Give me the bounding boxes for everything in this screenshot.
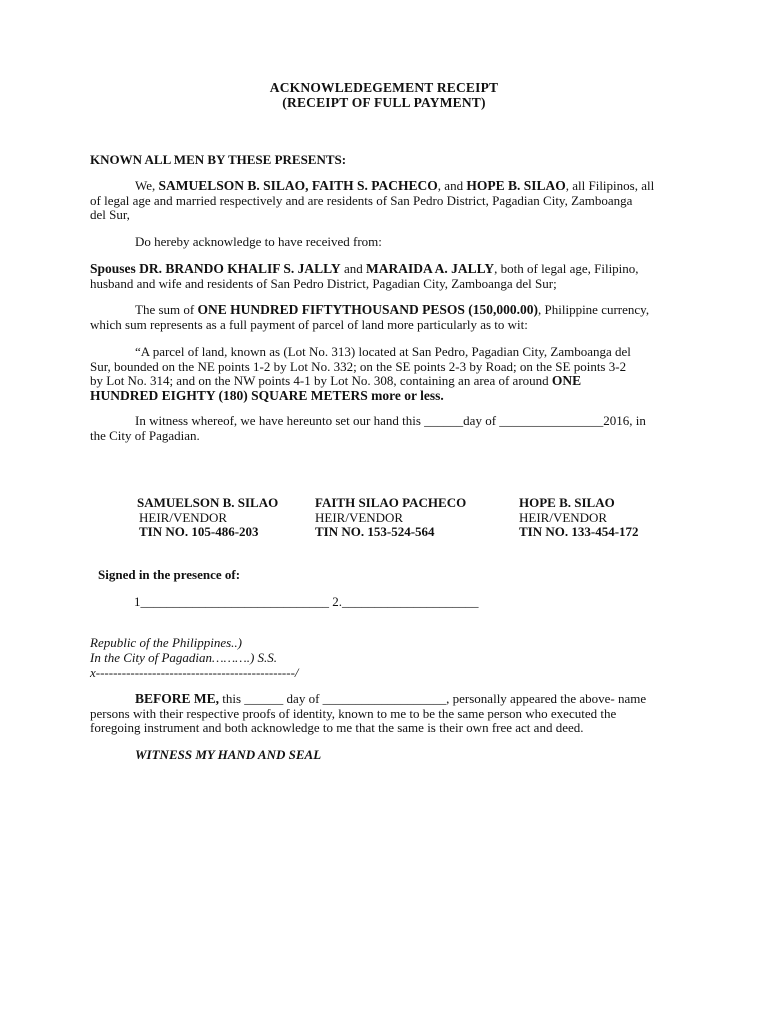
buyer-wife-name: MARAIDA A. JALLY	[365, 261, 495, 276]
buyers-paragraph: Spouses DR. BRANDO KHALIF S. JALLY and MARAIDA A. JALLY, both of legal age, Filipino, husband and wife and residents of San Pedro District, Pagadian City, Zamboanga del Sur;	[90, 261, 639, 291]
signatory-2: FAITH SILAO PACHECO HEIR/VENDOR TIN NO. 153-524-564	[315, 495, 467, 539]
before-me-paragraph: BEFORE ME, this ______ day of ___________________, personally appeared the above- name persons with their respective proofs of identity, known to me to be the same person who executed the foregoing instrument and both acknowledge to me that the same is their own free act and deed.	[90, 691, 647, 735]
witness-signature-lines: 1_____________________________ 2._____________________	[134, 594, 479, 609]
signatory-3: HOPE B. SILAO HEIR/VENDOR TIN NO. 133-454-172	[519, 495, 639, 539]
document-subtitle: (RECEIPT OF FULL PAYMENT)	[282, 95, 486, 110]
witness-whereof-paragraph: In witness whereof, we have hereunto set our hand this ______day of ________________2016, in the City of Pagadian.	[90, 413, 646, 443]
sum-paragraph: The sum of ONE HUNDRED FIFTYTHOUSAND PESOS (150,000.00), Philippine currency, which sum represents as a full payment of parcel of land more particularly as to wit:	[90, 302, 650, 332]
vendor-names: SAMUELSON B. SILAO, FAITH S. PACHECO	[158, 178, 438, 193]
jurat-republic: Republic of the Philippines..)	[90, 635, 242, 650]
witness-seal-line: WITNESS MY HAND AND SEAL	[135, 747, 322, 762]
signatory-1: SAMUELSON B. SILAO HEIR/VENDOR TIN NO. 105-486-203	[137, 495, 279, 539]
signed-presence-label: Signed in the presence of:	[98, 567, 241, 582]
land-area: HUNDRED EIGHTY (180) SQUARE METERS more or less.	[90, 387, 444, 403]
jurat-city: In the City of Pagadian……….) S.S.	[90, 650, 278, 665]
payment-amount: ONE HUNDRED FIFTYTHOUSAND PESOS (150,000.00)	[197, 302, 538, 317]
known-all-heading: KNOWN ALL MEN BY THESE PRESENTS:	[90, 152, 347, 167]
acknowledge-paragraph: Do hereby acknowledge to have received from:	[135, 234, 382, 249]
buyer-name: Spouses DR. BRANDO KHALIF S. JALLY	[90, 261, 341, 276]
jurat-divider: x----------------------------------------------/	[90, 665, 299, 680]
parties-paragraph: We, SAMUELSON B. SILAO, FAITH S. PACHECO, and HOPE B. SILAO, all Filipinos, all of legal age and married respectively and are residents of San Pedro District, Pagadian City, Zamboanga del Sur,	[90, 178, 655, 222]
document-title: ACKNOWLEDEGEMENT RECEIPT	[269, 80, 499, 95]
vendor-name-3: HOPE B. SILAO	[466, 178, 566, 193]
land-description-paragraph: “A parcel of land, known as (Lot No. 313) located at San Pedro, Pagadian City, Zamboanga del Sur, bounded on the NE points 1-2 by Lot No. 332; on the SE points 2-3 by Road; on the SE points 3-2 by Lot No. 314; and on the NW points 4-1 by Lot No. 308, containing an area of around ONE HUNDRED EIGHTY (180) SQUARE METERS more or less.	[90, 344, 631, 403]
